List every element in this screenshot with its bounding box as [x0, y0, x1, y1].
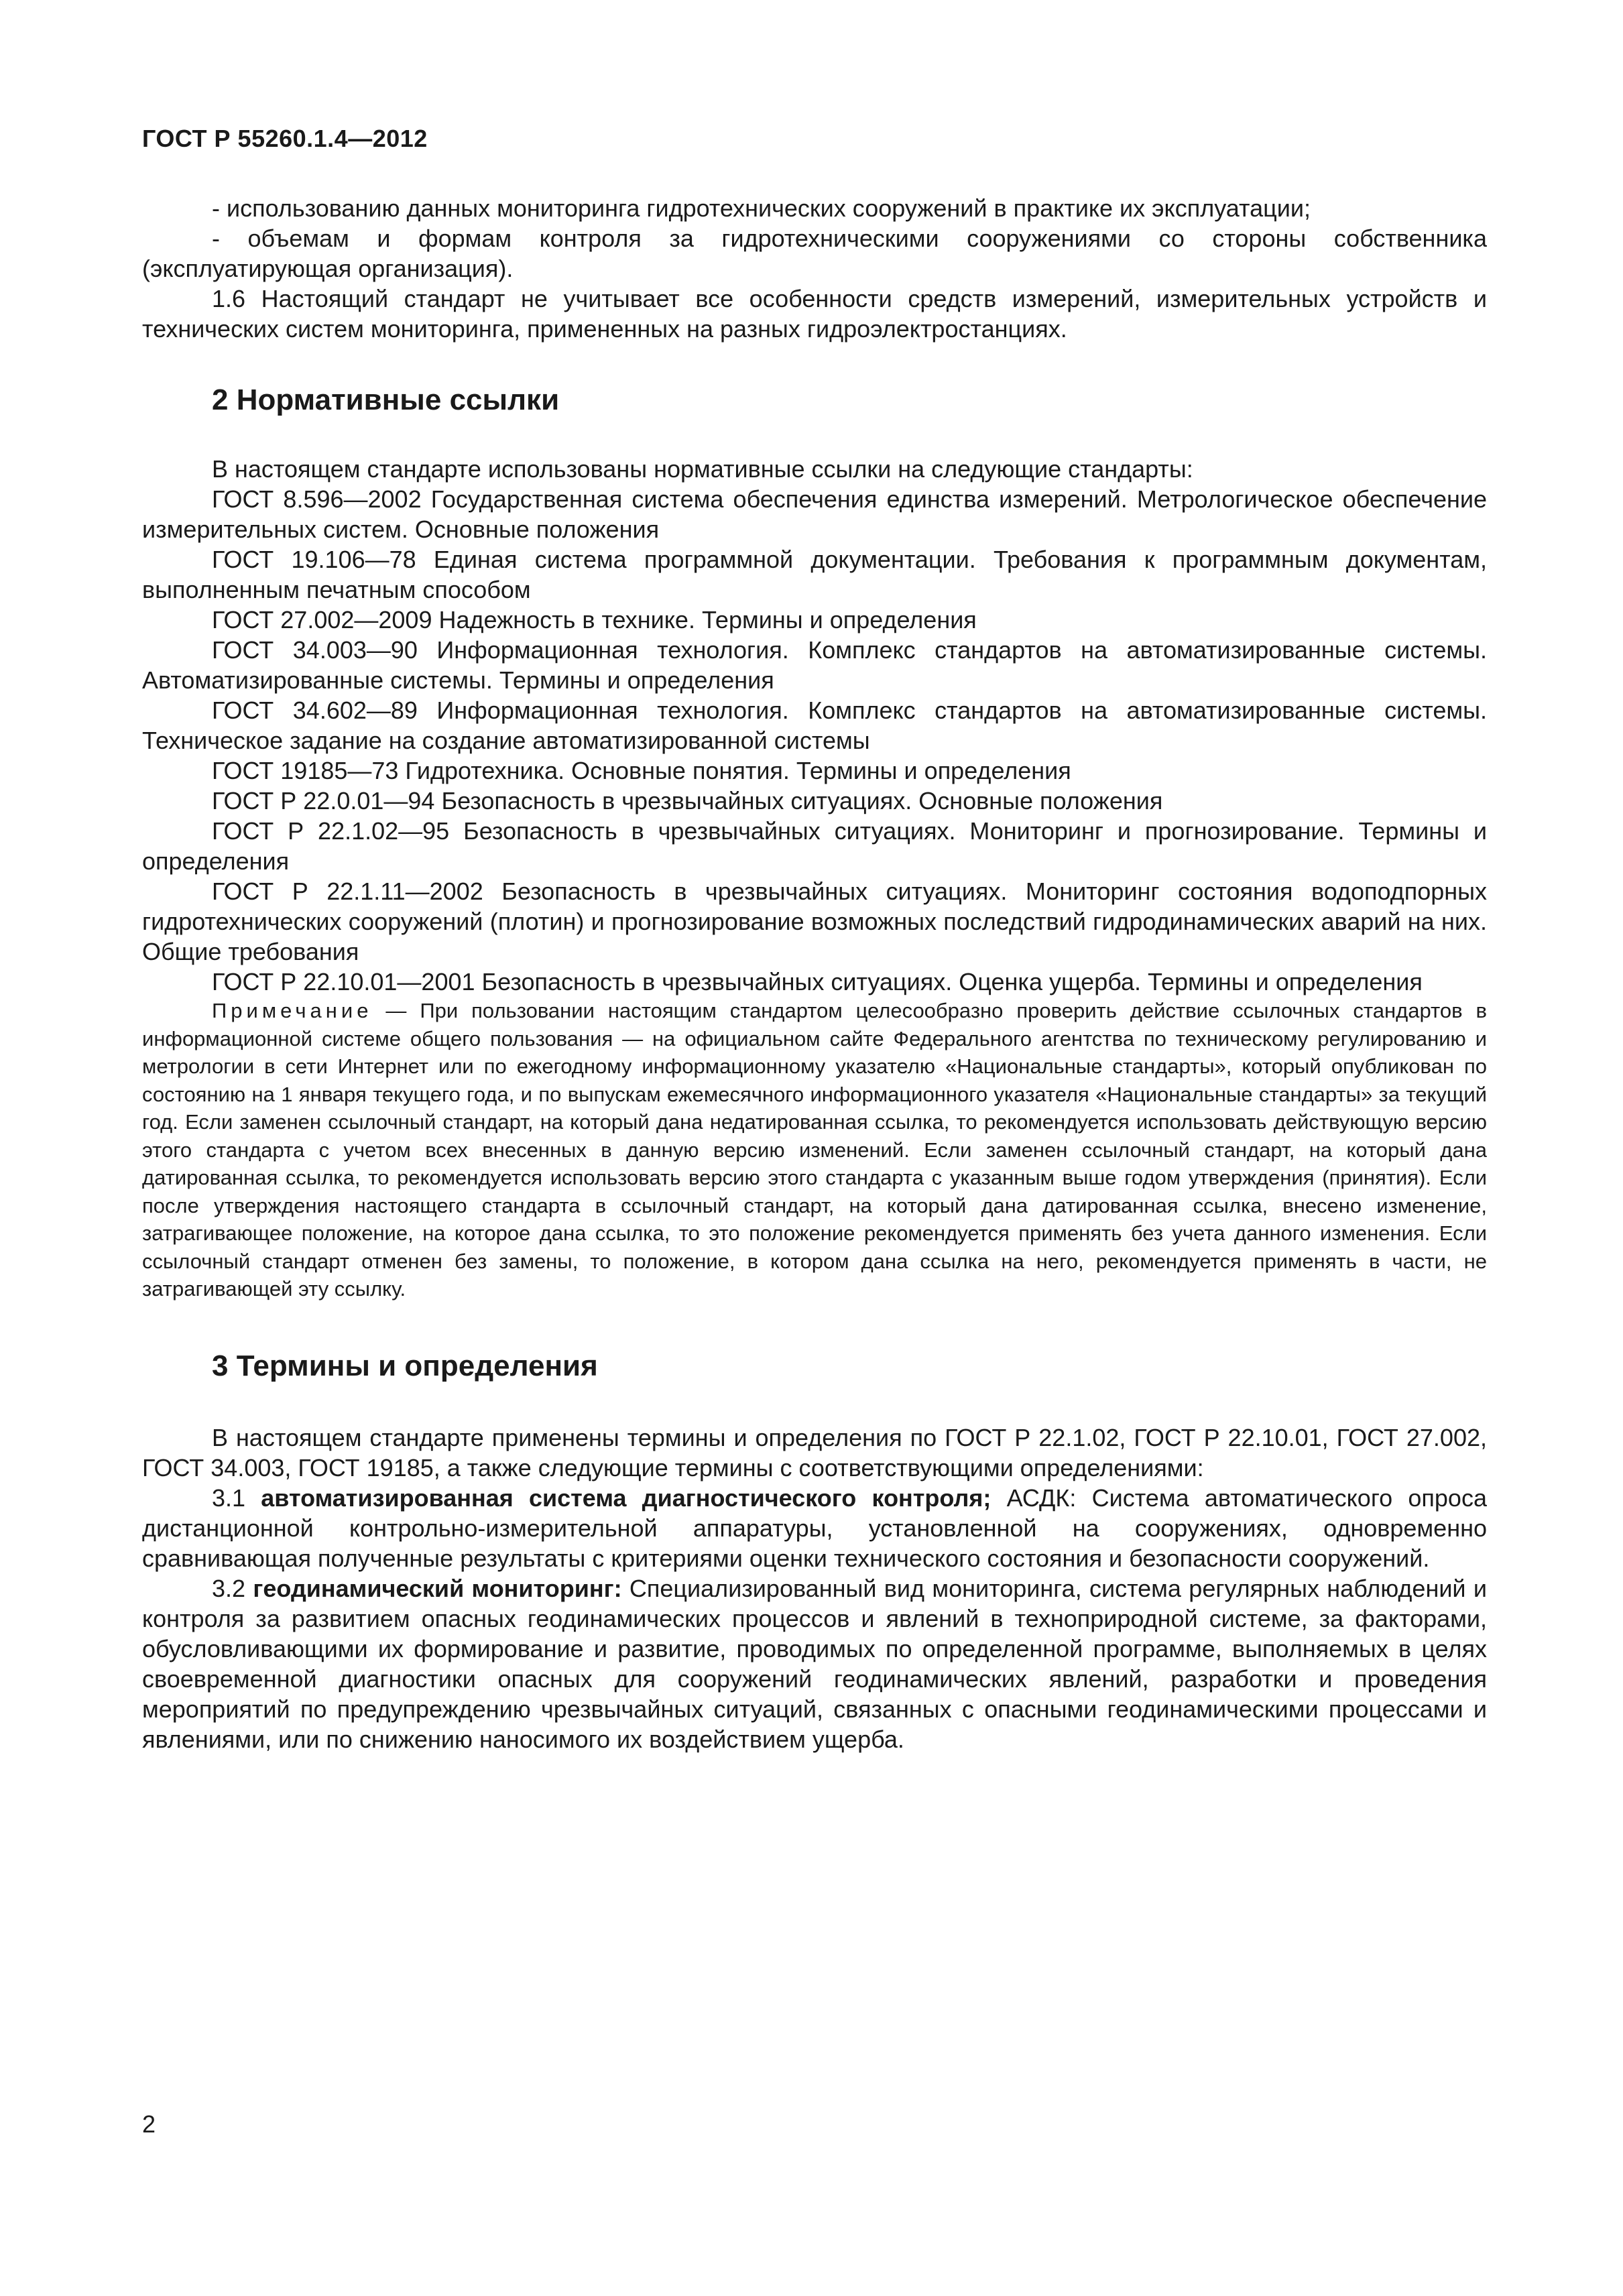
normative-reference: ГОСТ Р 22.0.01—94 Безопасность в чрезвычайных ситуациях. Основные положения [212, 787, 1163, 814]
term-definition [142, 1573, 1487, 1754]
clause-1-6: 1.6 Настоящий стандарт не учитывает все особенности средств измерений, измерительных устройств и технических систем мониторинга, примененных на разных гидроэлектростанциях. [142, 285, 1487, 343]
intro-item: - использованию данных мониторинга гидротехнических сооружений в практике их эксплуатации; [212, 194, 1311, 222]
term-text: Специализированный вид мониторинга, система регулярных наблюдений и контроля за развитием опасных геодинамических процессов и явлений в техноприродной системе, за факторами, обусловливающими их формирование и развитие, проводимых по определенной программе, выполняемых в целях своевременной диагностики опасных для сооружений геодинамических явлений, разработки и проведения мероприятий по предупреждению чрезвычайных ситуаций, связанных с опасными геодинамическими процессами и явлениями, или по снижению наносимого их воздействием ущерба. [142, 1574, 1487, 1753]
document-code-header: ГОСТ Р 55260.1.4—2012 [142, 125, 428, 152]
term-definition [142, 1483, 1487, 1573]
intro-item: - объемам и формам контроля за гидротехническими сооружениями со стороны собственника (эксплуатирующая организация). [142, 225, 1487, 282]
normative-reference: ГОСТ 8.596—2002 Государственная система обеспечения единства измерений. Метрологическое обеспечение измерительных систем. Основные положения [142, 485, 1487, 543]
normative-reference: ГОСТ 19185—73 Гидротехника. Основные понятия. Термины и определения [212, 757, 1071, 784]
section-2-lead: В настоящем стандарте использованы нормативные ссылки на следующие стандарты: [212, 455, 1193, 483]
section-3-title: 3 Термины и определения [212, 1349, 598, 1382]
normative-reference: ГОСТ Р 22.1.02—95 Безопасность в чрезвычайных ситуациях. Мониторинг и прогнозирование. Термины и определения [142, 817, 1487, 875]
normative-reference: ГОСТ 34.003—90 Информационная технология. Комплекс стандартов на автоматизированные системы. Автоматизированные системы. Термины и определения [142, 636, 1487, 694]
section-3-lead: В настоящем стандарте применены термины и определения по ГОСТ Р 22.1.02, ГОСТ Р 22.10.01, ГОСТ 27.002, ГОСТ 34.003, ГОСТ 19185, а также следующие термины с соответствующими определениями: [142, 1423, 1487, 1482]
term-number: 3.1 [212, 1484, 246, 1512]
normative-reference: ГОСТ 19.106—78 Единая система программной документации. Требования к программным документам, выполненным печатным способом [142, 546, 1487, 603]
term-number: 3.2 [212, 1574, 246, 1602]
normative-reference: ГОСТ Р 22.1.11—2002 Безопасность в чрезвычайных ситуациях. Мониторинг состояния водоподпорных гидротехнических сооружений (плотин) и прогнозирование возможных последствий гидродинамических аварий на них. Общие требования [142, 878, 1487, 965]
page-number: 2 [142, 2110, 156, 2138]
note-text: — При пользовании настоящим стандартом целесообразно проверить действие ссылочных стандартов в информационной системе общего пользования — на официальном сайте Федерального агентства по техническому регулированию и метрологии в сети Интернет или по ежегодному информационному указателю «Национальные стандарты», который опубликован по состоянию на 1 января текущего года, и по выпускам ежемесячного информационного указателя «Национальные стандарты» за текущий год. Если заменен ссылочный стандарт, на который дана недатированная ссылка, то рекомендуется использовать действующую версию этого стандарта с учетом всех внесенных в данную версию изменений. Если заменен ссылочный стандарт, на который дана датированная ссылка, то рекомендуется использовать версию этого стандарта с указанным выше годом утверждения (принятия). Если после утверждения настоящего стандарта в ссылочный стандарт, на который дана датированная ссылка, внесено изменение, затрагивающее положение, на которое дана ссылка, то это положение рекомендуется применять без учета данного изменения. Если ссылочный стандарт отменен без замены, то положение, в котором дана ссылка на него, рекомендуется применять в части, не затрагивающей эту ссылку. [142, 999, 1487, 1301]
section-2-title: 2 Нормативные ссылки [212, 383, 560, 416]
normative-reference: ГОСТ 27.002—2009 Надежность в технике. Термины и определения [212, 606, 977, 633]
reference-note [142, 997, 1487, 1303]
page-content [142, 193, 1487, 1754]
term-name: автоматизированная система диагностического контроля; [261, 1484, 991, 1512]
normative-reference: ГОСТ Р 22.10.01—2001 Безопасность в чрезвычайных ситуациях. Оценка ущерба. Термины и определения [212, 968, 1423, 995]
note-label: Примечание [212, 999, 373, 1022]
term-name: геодинамический мониторинг: [253, 1574, 622, 1602]
normative-reference: ГОСТ 34.602—89 Информационная технология. Комплекс стандартов на автоматизированные системы. Техническое задание на создание автоматизированной системы [142, 697, 1487, 754]
term-text: АСДК: Система автоматического опроса дистанционной контрольно-измерительной аппаратуры, установленной на сооружениях, одновременно сравнивающая полученные результаты с критериями оценки технического состояния и безопасности сооружений. [142, 1484, 1487, 1572]
